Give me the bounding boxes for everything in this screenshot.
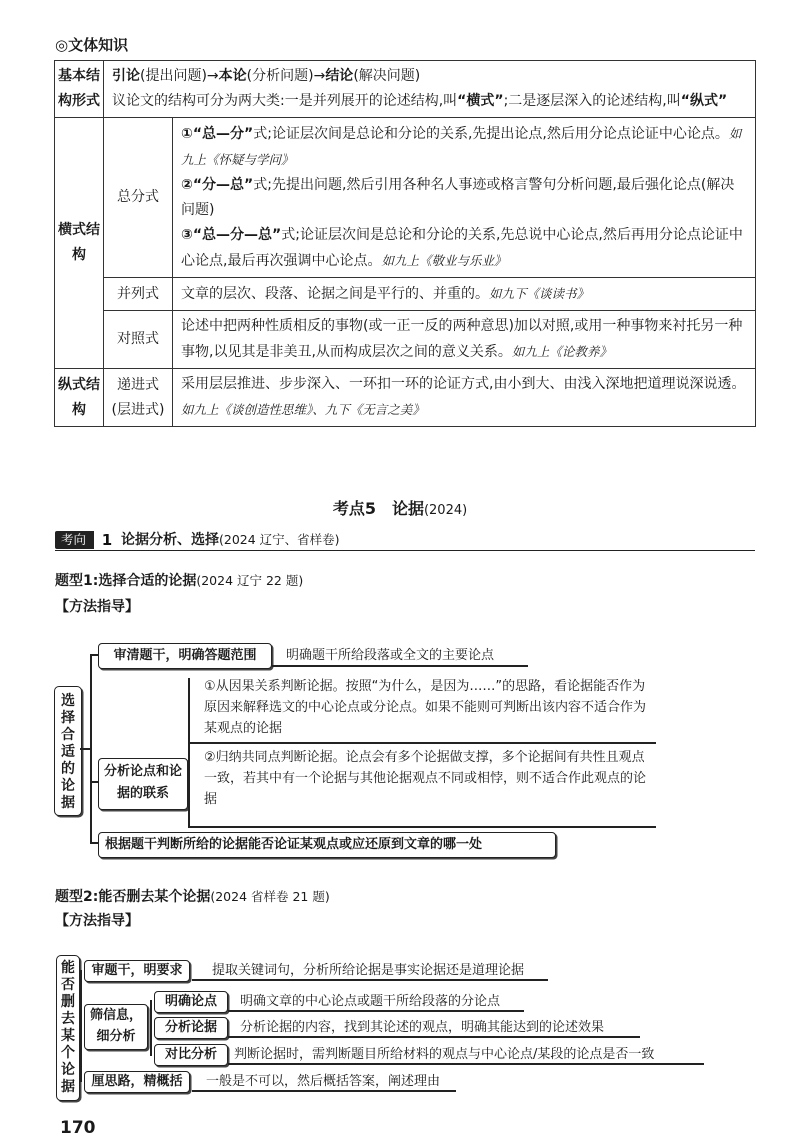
kw-zongshi: “纵式”	[680, 93, 728, 109]
basic-line1	[112, 64, 747, 89]
basic-seg1: (提出问题)→	[140, 68, 219, 84]
zongfen-p1	[181, 121, 747, 173]
zongfen-p1-example: 如九上《怀疑与学问》	[181, 126, 742, 167]
type2-n2b: 分析论据	[154, 1017, 228, 1039]
type2-root-text: 能否删去某个论据	[61, 960, 75, 1095]
table-row-vertical	[55, 369, 756, 427]
type1-note1-underline	[190, 742, 656, 744]
vertical-content	[173, 369, 756, 427]
section-title: ◎文体知识	[55, 36, 129, 54]
type1-title	[55, 570, 303, 590]
type1-node2-note2: ②归纳共同点判断论据。论点会有多个论据做支撑，多个论据间有共性且观点一致，若其中有一个论据与其他论据观点不同或相悖，则不适合作此观点的论据	[204, 750, 647, 807]
type2-n2a-underline	[228, 1010, 524, 1012]
type2-brace	[80, 970, 82, 1082]
type2-n2b-underline	[228, 1036, 640, 1038]
label-zongfen: 总分式	[104, 118, 173, 278]
type2-n2b-note: 分析论据的内容，找到其论述的观点，明确其能达到的论述效果	[240, 1020, 605, 1035]
type1-node2	[98, 758, 188, 810]
duizhao-text: 论述中把两种性质相反的事物(或一正一反的两种意思)加以对照,或用一种事物来衬托另一种事物,以见其是非美丑,从而构成层次之间的意义关系。	[181, 318, 743, 360]
basic-seg2: (分析问题)→	[246, 68, 326, 84]
type1-brace-top	[90, 654, 98, 656]
kw-jielun: 结论	[325, 68, 354, 84]
kw-hengshi: “横式”	[457, 93, 504, 109]
kaodian-year: (2024)	[423, 503, 468, 518]
binglie-example: 如九下《谈读书》	[489, 286, 590, 301]
zongfen-content	[173, 118, 756, 278]
zongfen-p3-text: 式;论证层次间是总论和分论的关系,先总说中心论点,然后再用分论点论证中心论点,最后再次强调中心论点。	[181, 227, 743, 269]
binglie-content	[173, 278, 756, 311]
kaoxiang-num: 1	[99, 530, 115, 550]
type1-node3: 根据题干判断所给的论据能否论证某观点或应还原到文章的哪一处	[98, 832, 556, 858]
duizhao-example: 如九上《论教养》	[511, 344, 612, 359]
type2-n2-brace	[150, 1000, 152, 1056]
type1-root-label	[54, 686, 82, 816]
table-row-binglie	[55, 278, 756, 311]
type1-method: 【方法指导】	[55, 599, 139, 615]
type1-title-text: 题型1:选择合适的论据	[55, 573, 197, 589]
type1-brace-mid	[90, 781, 98, 783]
type1-brace-stem	[80, 748, 90, 750]
duizhao-content	[173, 311, 756, 369]
type2-n2c: 对比分析	[154, 1044, 228, 1066]
kaodian-title	[0, 496, 800, 519]
label-dijin	[104, 369, 173, 427]
kw-yinlun: 引论	[112, 68, 140, 84]
type2-n2a: 明确论点	[154, 991, 228, 1013]
type2-n3: 厘思路，精概括	[84, 1071, 190, 1093]
page-number: 170	[60, 1118, 96, 1138]
label-duizhao: 对照式	[104, 311, 173, 369]
kaoxiang-note: (2024 辽宁、省样卷)	[219, 532, 340, 547]
table-row-basic	[55, 61, 756, 118]
type2-title	[55, 886, 330, 906]
type2-n2c-note: 判断论据时，需判断题目所给材料的观点与中心论点/某段的论点是否一致	[234, 1047, 655, 1062]
basic-text-a: 议论文的结构可分为两大类:一是并列展开的论述结构,叫	[112, 93, 458, 109]
type1-root-text: 选择合适的论据	[61, 693, 75, 811]
table-row-duizhao	[55, 311, 756, 369]
type2-n3-note: 一般是不可以，然后概括答案，阐述理由	[206, 1074, 441, 1089]
type1-node1: 审清题干，明确答题范围	[98, 643, 272, 669]
type1-node2-note1: ①从因果关系判断论据。按照“为什么，是因为……”的思路，看论据能否作为原因来解释选文的中心论点或分论点。如果不能则可判断出该内容不适合作为某观点的论据	[204, 679, 647, 736]
type2-n2	[84, 1004, 148, 1050]
type2-note: (2024 省样卷 21 题)	[210, 889, 330, 904]
type2-n1-note: 提取关键词句，分析所给论据是事实论据还是道理论据	[212, 963, 525, 978]
basic-seg3: (解决问题)	[353, 68, 421, 84]
table-row-zongfen	[55, 118, 756, 278]
kaoxiang-label	[121, 530, 340, 550]
type1-note2-underline	[190, 826, 656, 828]
kw-benlun: 本论	[218, 68, 247, 84]
type1-node2-brace	[188, 678, 190, 828]
kw-fen-zong: ②“分—总”	[181, 177, 254, 193]
type2-method: 【方法指导】	[55, 913, 139, 929]
row-head-basic: 基本结构形式	[55, 61, 104, 118]
zongfen-p2-text: 式;先提出问题,然后引用各种名人事迹或格言警句分析问题,最后强化论点(解决问题)	[181, 177, 735, 218]
row-head-horizontal: 横式结构	[55, 118, 104, 369]
zongfen-p3	[181, 223, 747, 274]
label-dijin-2: (层进式)	[111, 401, 165, 418]
type1-brace	[90, 654, 92, 844]
basic-text-b: ;二是逐层深入的论述结构,叫	[503, 93, 681, 109]
label-binglie: 并列式	[104, 278, 173, 311]
basic-content	[104, 61, 756, 118]
type2-n1: 审题干，明要求	[84, 960, 190, 982]
row-head-vertical: 纵式结构	[55, 369, 104, 427]
kaoxiang-label-text: 论据分析、选择	[121, 532, 219, 548]
type1-brace-bottom	[90, 842, 98, 844]
label-dijin-1: 递进式	[117, 376, 159, 393]
binglie-text: 文章的层次、段落、论据之间是平行的、并重的。	[181, 286, 489, 302]
basic-line2	[112, 89, 747, 114]
type2-n1-underline	[192, 979, 548, 981]
type2-n2a-note: 明确文章的中心论点或题干所给段落的分论点	[240, 994, 501, 1009]
type1-node1-underline	[272, 665, 528, 667]
vertical-text: 采用层层推进、步步深入、一环扣一环的论证方式,由小到大、由浅入深地把道理说深说透。	[181, 376, 746, 392]
type2-root-label	[56, 955, 80, 1101]
vertical-example: 如九上《谈创造性思维》、九下《无言之美》	[181, 402, 425, 417]
kaoxiang-bar	[55, 530, 755, 551]
type2-n2-text: 筛信息，细分析	[89, 1008, 142, 1044]
type1-node1-note: 明确题干所给段落或全文的主要论点	[286, 648, 495, 663]
kaoxiang-tag: 考向	[55, 531, 94, 549]
zongfen-p2	[181, 173, 747, 223]
type1-note: (2024 辽宁 22 题)	[196, 573, 304, 588]
type2-n3-underline	[192, 1090, 456, 1092]
kaodian-title-text: 考点5 论据	[332, 499, 424, 518]
type2-title-text: 题型2:能否删去某个论据	[55, 889, 211, 905]
kw-zong-fen: ①“总—分”	[181, 126, 254, 142]
structure-table	[54, 60, 756, 427]
type1-node2-text: 分析论点和论据的联系	[103, 764, 182, 801]
zongfen-p1-text: 式;论证层次间是总论和分论的关系,先提出论点,然后用分论点论证中心论点。	[253, 126, 729, 142]
type2-n2c-underline	[228, 1063, 704, 1065]
zongfen-p3-example: 如九上《敬业与乐业》	[381, 253, 507, 268]
kw-zong-fen-zong: ③“总—分—总”	[181, 227, 282, 243]
